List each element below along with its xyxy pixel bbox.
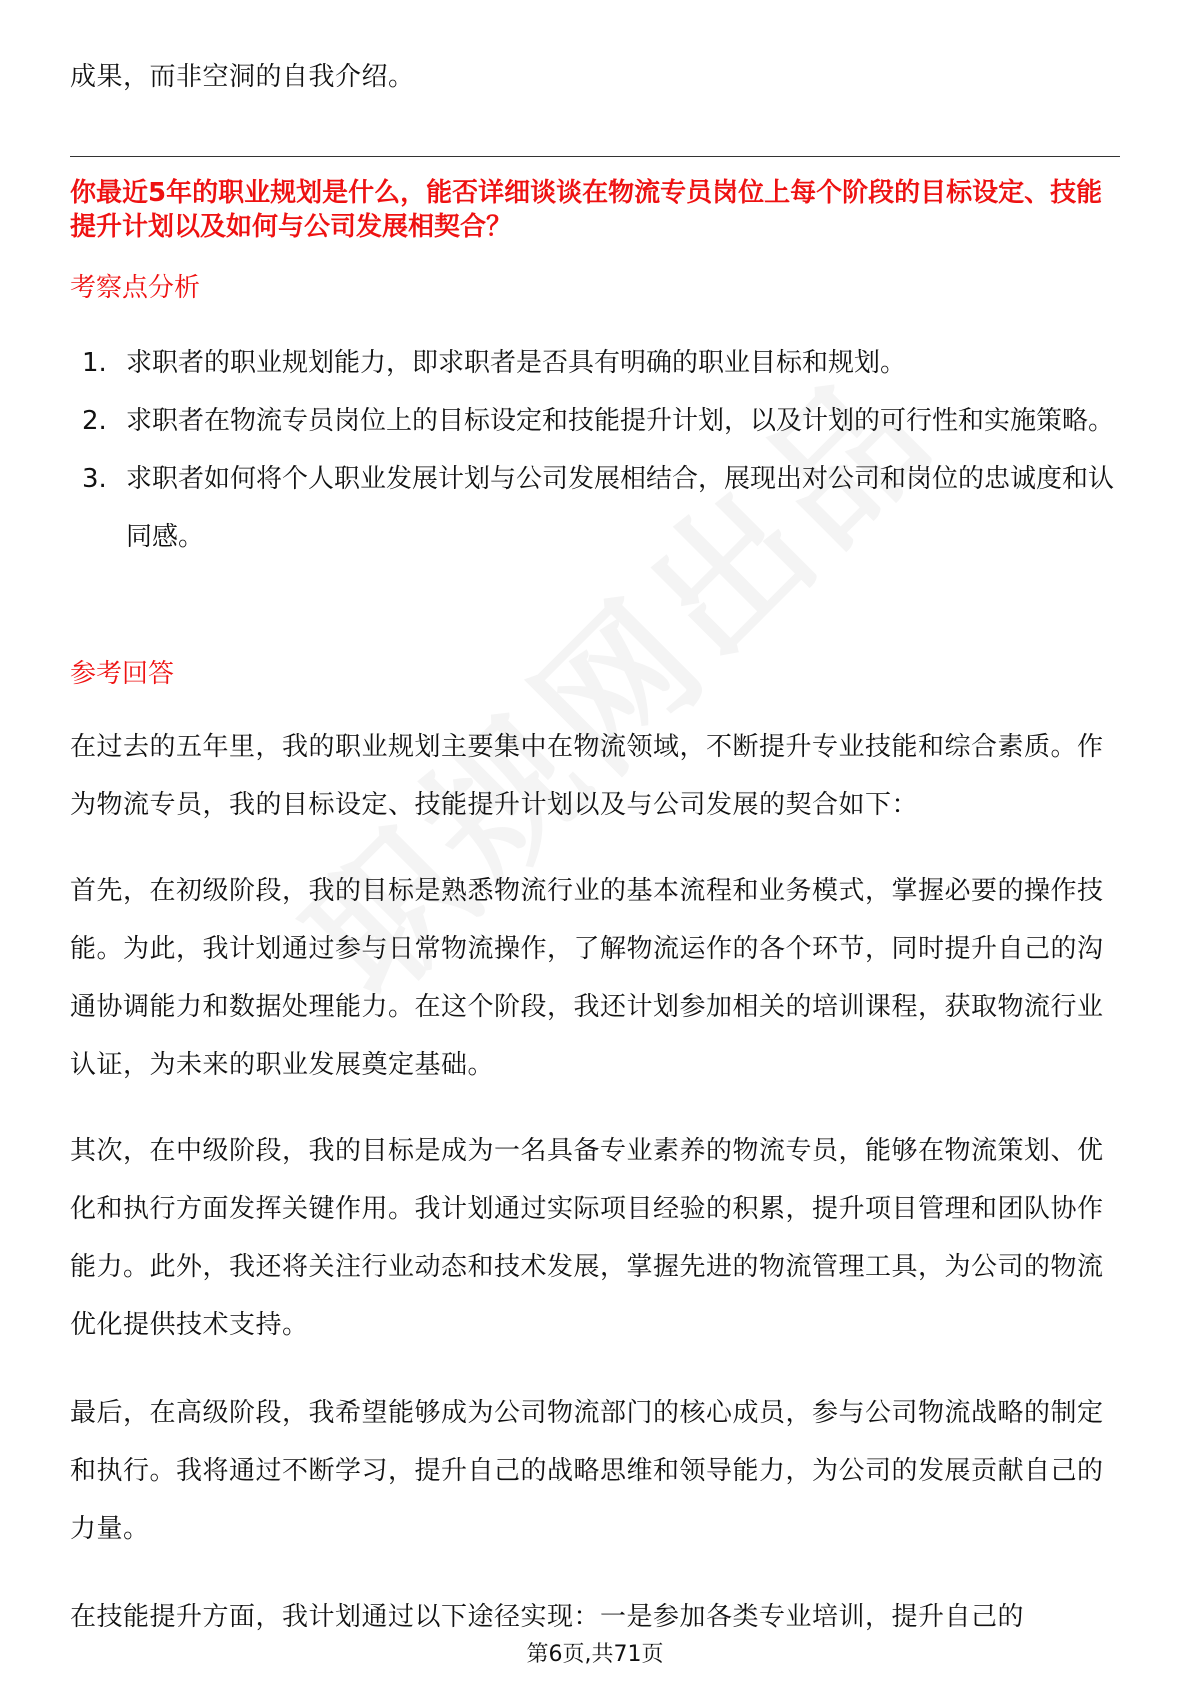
intro-paragraph-tail: 成果，而非空洞的自我介绍。 <box>70 62 415 92</box>
question-title: 你最近5年的职业规划是什么，能否详细谈谈在物流专员岗位上每个阶段的目标设定、技能提升计划以及如何与公司发展相契合？ <box>70 178 1103 242</box>
list-item-text: 求职者的职业规划能力，即求职者是否具有明确的职业目标和规划。 <box>126 348 907 378</box>
answer-paragraph: 最后，在高级阶段，我希望能够成为公司物流部门的核心成员，参与公司物流战略的制定和执行。我将通过不断学习，提升自己的战略思维和领导能力，为公司的发展贡献自己的力量。 <box>70 1398 1104 1544</box>
list-item-number: 2. <box>82 406 107 436</box>
section-divider <box>70 156 1120 157</box>
list-item-text: 求职者在物流专员岗位上的目标设定和技能提升计划，以及计划的可行性和实施策略。 <box>126 406 1115 436</box>
list-item <box>70 392 1120 450</box>
answer-paragraph: 首先，在初级阶段，我的目标是熟悉物流行业的基本流程和业务模式，掌握必要的操作技能。为此，我计划通过参与日常物流操作，了解物流运作的各个环节，同时提升自己的沟通协调能力和数据处理能力。在这个阶段，我还计划参加相关的培训课程，获取物流行业认证，为未来的职业发展奠定基础。 <box>70 876 1104 1080</box>
analysis-heading: 考察点分析 <box>70 273 201 303</box>
answer-paragraph: 在技能提升方面，我计划通过以下途径实现：一是参加各类专业培训，提升自己的 <box>70 1602 1025 1632</box>
answer-heading: 参考回答 <box>70 659 175 689</box>
list-item-number: 3. <box>82 464 107 494</box>
list-item <box>70 334 1120 392</box>
answer-paragraph: 在过去的五年里，我的职业规划主要集中在物流领域，不断提升专业技能和综合素质。作为物流专员，我的目标设定、技能提升计划以及与公司发展的契合如下： <box>70 732 1104 820</box>
list-item-number: 1. <box>82 348 107 378</box>
page-number-footer: 第6页,共71页 <box>526 1642 664 1667</box>
list-item <box>70 450 1120 566</box>
analysis-points-list <box>70 334 1120 566</box>
answer-paragraph: 其次，在中级阶段，我的目标是成为一名具备专业素养的物流专员，能够在物流策划、优化和执行方面发挥关键作用。我计划通过实际项目经验的积累，提升项目管理和团队协作能力。此外，我还将关注行业动态和技术发展，掌握先进的物流管理工具，为公司的物流优化提供技术支持。 <box>70 1136 1104 1340</box>
list-item-text: 求职者如何将个人职业发展计划与公司发展相结合，展现出对公司和岗位的忠诚度和认同感。 <box>126 464 1115 552</box>
